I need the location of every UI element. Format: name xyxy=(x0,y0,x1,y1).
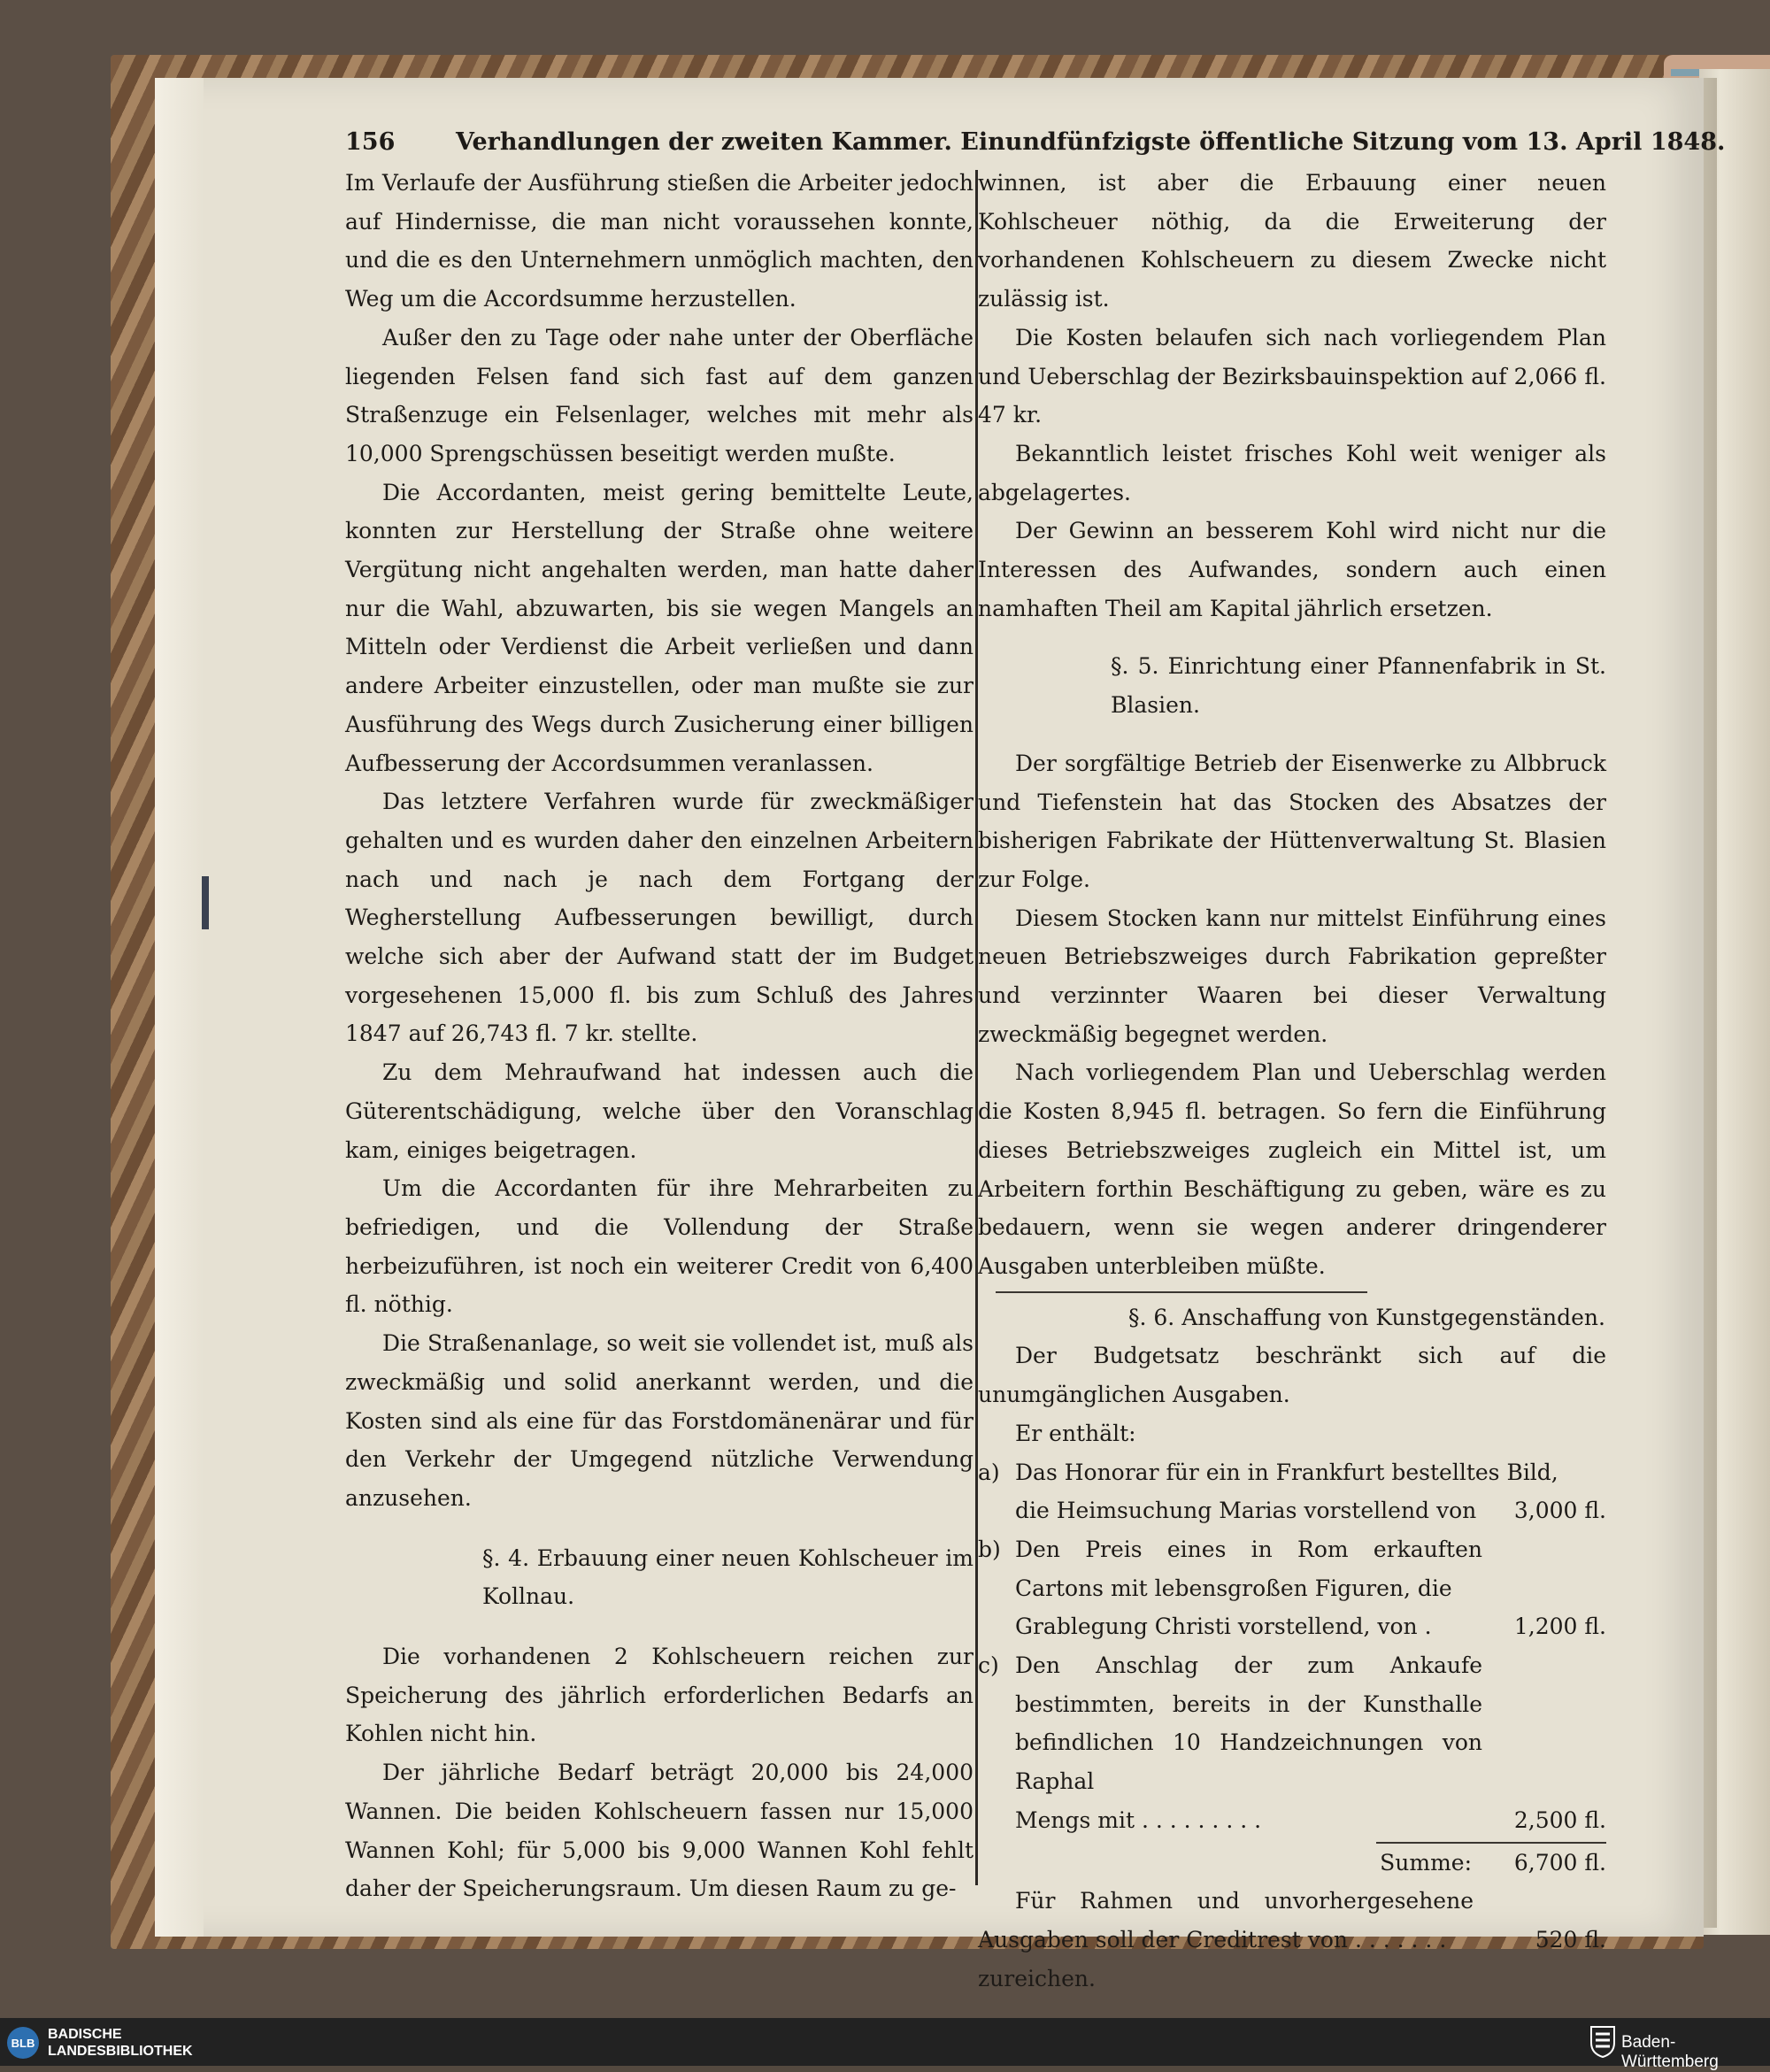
item-amount: 2,500 fl. xyxy=(1513,1806,1606,1833)
paragraph: Die vorhandenen 2 Kohlscheuern reichen zur Speicherung des jährlich erforderlichen Bedarfs an Kohlen nicht hin. xyxy=(345,1644,974,1747)
paragraph: Er enthält: xyxy=(1015,1420,1136,1446)
paragraph: Außer den zu Tage oder nahe unter der Oberfläche liegenden Felsen fand sich fast auf dem ganzen Straßenzuge ein Felsenlager, welches mit mehr als 10,000 Sprengschüssen beseitigt werden mußte. xyxy=(345,324,974,466)
paragraph: Das letztere Verfahren wurde für zweckmäßiger gehalten und es wurden daher den einzelnen Arbeitern nach und nach je nach dem Fortgang der Wegherstellung Aufbesserungen bewilligt, durch welche sich aber der Aufwand statt der im Budget vorgesehenen 15,000 fl. bis zum Schluß des Jahres 1847 auf 26,743 fl. 7 kr. stellte. xyxy=(345,789,974,1047)
section-heading: §. 4. Erbauung einer neuen Kohlscheuer im Kollnau. xyxy=(482,1544,974,1610)
library-name[interactable] xyxy=(48,2026,193,2060)
section-rule xyxy=(996,1291,1367,1293)
sum-row xyxy=(978,1844,1606,1883)
list-item xyxy=(978,1646,1606,1840)
left-column xyxy=(345,164,974,1908)
paragraph: Die Straßenanlage, so weit sie vollendet ist, muß als zweckmäßig und solid anerkannt werden, und die Kosten sind als eine für das Forstdomänenärar und für den Verkehr der Umgegend nützliche Verwendung anzusehen. xyxy=(345,1330,974,1511)
item-text: Grablegung Christi vorstellend, von . xyxy=(1015,1614,1432,1640)
paragraph: Der jährliche Bedarf beträgt 20,000 bis 24,000 Wannen. Die beiden Kohlscheuern fassen nur 15,000 Wannen Kohl; für 5,000 bis 9,000 Wannen Kohl fehlt daher der Speicherungsraum. Um diesen Raum zu ge- xyxy=(345,1760,974,1902)
item-text: Den Anschlag der zum Ankaufe bestimmten, bereits in der Kunsthalle befindlichen 10 Handzeichnungen von Raphal xyxy=(1015,1652,1482,1795)
paragraph: Die Kosten belaufen sich nach vorliegendem Plan und Ueberschlag der Bezirksbauinspektion auf 2,066 fl. 47 kr. xyxy=(978,324,1606,428)
paragraph: Die Accordanten, meist gering bemittelte Leute, konnten zur Herstellung der Straße ohne weitere Vergütung nicht angehalten werden, man hatte daher nur die Wahl, abzuwarten, bis sie wegen Mangels an Mitteln oder Verdienst die Arbeit verließen und dann andere Arbeiter einzustellen, oder man mußte sie zur Ausführung des Wegs durch Zusicherung einer billigen Aufbesserung der Accordsummen veranlassen. xyxy=(345,479,974,776)
item-text: Das Honorar für ein in Frankfurt bestelltes Bild, xyxy=(1015,1459,1558,1485)
list-item xyxy=(978,1453,1606,1530)
paragraph: Nach vorliegendem Plan und Ueberschlag werden die Kosten 8,945 fl. betragen. So fern die Einführung dieses Betriebszweiges zugleich ein Mittel ist, um Arbeitern forthin Beschäftigung zu geben, wäre es zu bedauern, wenn sie wegen anderer dringenderer Ausgaben unterbleiben müßte. xyxy=(978,1059,1606,1279)
state-label[interactable]: Baden-Württemberg xyxy=(1621,2033,1719,2071)
item-text: Den Preis eines in Rom erkauften Cartons mit lebensgroßen Figuren, die xyxy=(1015,1536,1482,1601)
binding-mark xyxy=(202,876,209,929)
paragraph: Bekanntlich leistet frisches Kohl weit weniger als abgelagertes. xyxy=(978,440,1606,505)
paragraph: Diesem Stocken kann nur mittelst Einführung eines neuen Betriebszweiges durch Fabrikation gepreßter und verzinnter Waaren bei dieser Verwaltung zweckmäßig begegnet werden. xyxy=(978,905,1606,1047)
page-fold xyxy=(155,78,204,1937)
paragraph: Im Verlaufe der Ausführung stießen die Arbeiter jedoch auf Hindernisse, die man nicht voraussehen konnte, und die es den Unternehmern unmöglich machten, den Weg um die Accordsumme herzustellen. xyxy=(345,170,974,312)
paragraph: Um die Accordanten für ihre Mehrarbeiten zu befriedigen, und die Vollendung der Straße herbeizuführen, ist noch ein weiterer Credit von 6,400 fl. nöthig. xyxy=(345,1175,974,1318)
paragraph: Zu dem Mehraufwand hat indessen auch die Güterentschädigung, welche über den Voranschlag kam, einiges beigetragen. xyxy=(345,1059,974,1163)
library-name-line: BADISCHE xyxy=(48,2027,122,2042)
right-column xyxy=(978,164,1606,1998)
list-item xyxy=(978,1530,1606,1646)
footer-bar xyxy=(0,2018,1770,2071)
rest-text: Für Rahmen und unvorhergesehene Ausgaben soll der Creditrest von . . . . . . . xyxy=(978,1888,1474,1953)
coat-of-arms-icon xyxy=(1589,2025,1616,2059)
paragraph: winnen, ist aber die Erbauung einer neuen Kohlscheuer nöthig, da die Erweiterung der vorhandenen Kohlscheuern zu diesem Zwecke nicht zulässig ist. xyxy=(978,170,1606,312)
expense-list xyxy=(978,1453,1606,1840)
item-letter: a) xyxy=(978,1459,1000,1485)
rest-row xyxy=(978,1882,1606,1959)
item-amount: 1,200 fl. xyxy=(1513,1614,1606,1640)
header-title: Verhandlungen der zweiten Kammer. Einundfünfzigste öffentliche Sitzung vom 13. April 1848. xyxy=(456,128,1726,156)
paragraph: Der Budgetsatz beschränkt sich auf die unumgänglichen Ausgaben. xyxy=(978,1343,1606,1408)
item-letter: b) xyxy=(978,1536,1001,1562)
running-header xyxy=(345,128,1726,164)
blb-logo-icon[interactable]: BLB xyxy=(7,2027,39,2059)
paragraph: Der Gewinn an besserem Kohl wird nicht nur die Interessen des Aufwandes, sondern auch einen namhaften Theil am Kapital jährlich ersetzen. xyxy=(978,518,1606,621)
rest-amount: 520 fl. xyxy=(1535,1926,1606,1953)
paragraph: Der sorgfältige Betrieb der Eisenwerke zu Albbruck und Tiefenstein hat das Stocken des Absatzes der bisherigen Fabrikate der Hüttenverwaltung St. Blasien zur Folge. xyxy=(978,750,1606,892)
page-number: 156 xyxy=(345,128,396,156)
section-heading: §. 5. Einrichtung einer Pfannenfabrik in St. Blasien. xyxy=(1111,653,1606,719)
rest-tail: zureichen. xyxy=(978,1965,1096,1991)
item-text: Mengs mit . . . . . . . . . xyxy=(1015,1806,1262,1833)
item-text: die Heimsuchung Marias vorstellend von xyxy=(1015,1498,1477,1524)
item-letter: c) xyxy=(978,1652,999,1679)
item-amount: 3,000 fl. xyxy=(1513,1498,1606,1524)
section-heading: §. 6. Anschaffung von Kunstgegenständen. xyxy=(1128,1304,1605,1330)
sum-amount: 6,700 fl. xyxy=(1513,1849,1606,1876)
sum-label: Summe: xyxy=(1380,1849,1472,1876)
library-name-line: LANDESBIBLIOTHEK xyxy=(48,2044,193,2059)
